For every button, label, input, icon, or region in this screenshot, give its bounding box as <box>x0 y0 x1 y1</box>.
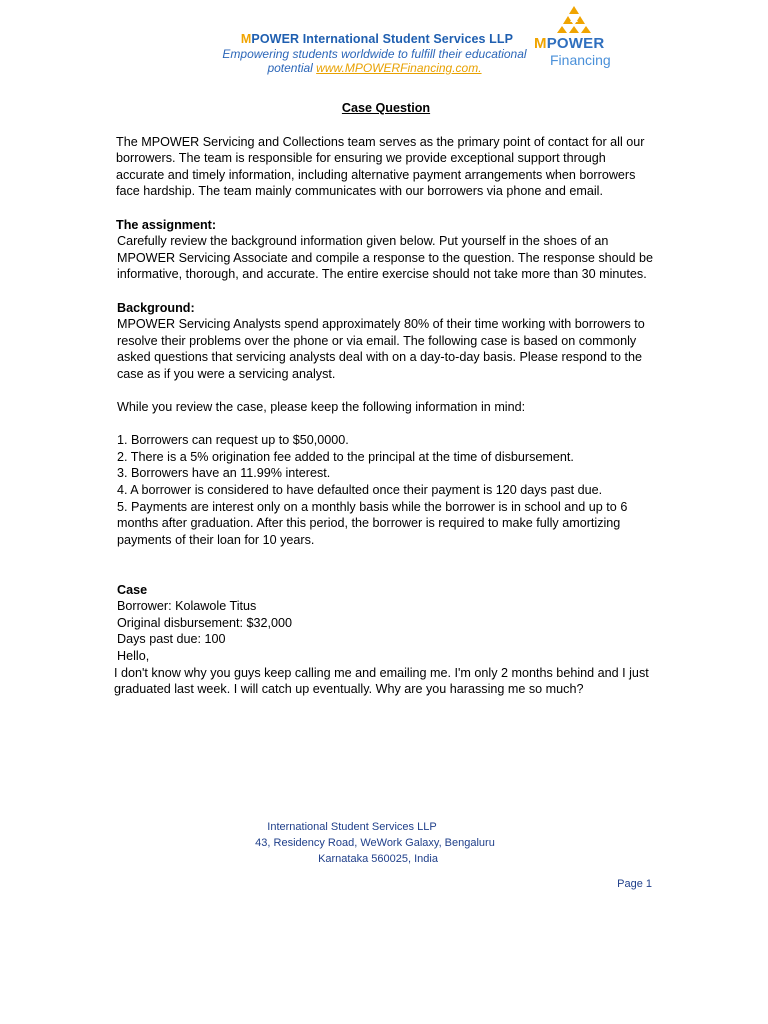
case-disbursement: Original disbursement: $32,000 <box>117 615 293 630</box>
assignment-paragraph: Carefully review the background information given below. Put yourself in the shoes of an MPOWER Servicing Associate and compile a response to the question. The response should be informative, thorough, and accurate. The entire exercise should not take more than 30 minutes. <box>117 234 653 282</box>
document-body <box>116 100 656 698</box>
intro-paragraph: The MPOWER Servicing and Collections team serves as the primary point of contact for all our borrowers. The team is responsible for ensuring we provide exceptional support through accurate and timely information, including alternative payment arrangements when borrowers face hardship. The team mainly communicates with our borrowers via phone and email. <box>116 134 645 199</box>
page-number: Page 1 <box>617 878 652 890</box>
list-item: 2. There is a 5% origination fee added to the principal at the time of disbursement. <box>117 449 574 464</box>
case-greeting: Hello, <box>117 649 150 663</box>
list-item: 4. A borrower is considered to have defaulted once their payment is 120 days past due. <box>117 483 603 498</box>
footer-address-city: Karnataka 560025, India <box>318 853 438 865</box>
company-tagline <box>222 47 527 75</box>
footer-address-line: 43, Residency Road, WeWork Galaxy, Bengaluru <box>255 837 495 849</box>
tagline-text: Empowering students worldwide to fulfill their educational potential <box>222 47 527 75</box>
assignment-heading: The assignment: <box>116 217 217 232</box>
website-link[interactable]: www.MPOWERFinancing.com. <box>316 61 482 75</box>
keep-in-mind-text: While you review the case, please keep the following information in mind: <box>117 400 526 415</box>
case-heading: Case <box>117 582 148 597</box>
background-heading: Background: <box>117 300 195 315</box>
logo-triangle-icon <box>557 4 591 34</box>
company-name-rest: POWER International Student Services LLP <box>251 32 514 46</box>
company-name <box>232 32 522 46</box>
list-item: 1. Borrowers can request up to $50,0000. <box>117 433 349 448</box>
list-item: 3. Borrowers have an 11.99% interest. <box>117 466 331 481</box>
logo-m: M <box>534 35 547 52</box>
background-paragraph: MPOWER Servicing Analysts spend approximately 80% of their time working with borrowers to resolve their problems over the phone or via email. The following case is based on commonly asked questions that servicing analysts deal with on a day-to-day basis. Please respond to the case as if you were a servicing analyst. <box>117 317 645 381</box>
case-days-past-due: Days past due: 100 <box>117 632 226 647</box>
logo-wordmark <box>534 35 604 52</box>
case-borrower: Borrower: Kolawole Titus <box>117 599 257 614</box>
logo-financing: Financing <box>550 52 611 68</box>
document-title: Case Question <box>341 101 431 115</box>
footer-company: International Student Services LLP <box>267 821 437 833</box>
case-message: I don't know why you guys keep calling me and emailing me. I'm only 2 months behind and I just graduated last week. I will catch up eventually. Why are you harassing me so much? <box>114 665 649 697</box>
mpower-logo <box>530 4 620 68</box>
company-name-m: M <box>240 32 252 46</box>
page-footer <box>200 819 560 867</box>
logo-power: POWER <box>546 35 605 52</box>
list-item: 5. Payments are interest only on a monthly basis while the borrower is in school and up to 6 months after graduation. After this period, the borrower is required to make fully amortizing payments of their loan for 10 years. <box>117 499 628 547</box>
